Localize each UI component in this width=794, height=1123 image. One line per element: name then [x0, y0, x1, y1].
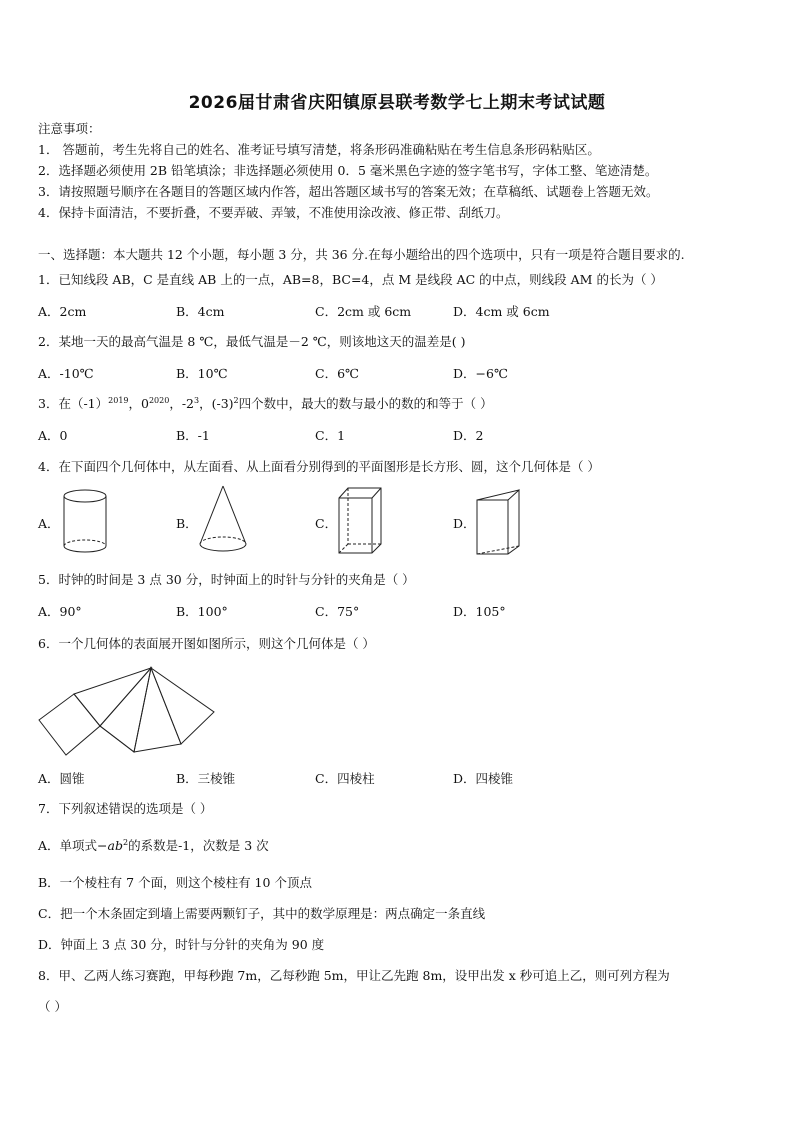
q5-option-b: B．100° — [176, 604, 228, 619]
q6-option-d: D．四棱锥 — [453, 771, 514, 786]
exam-title: 2026届甘肃省庆阳镇原县联考数学七上期末考试试题 — [188, 93, 606, 113]
q7-option-c: C．把一个木条固定到墙上需要两颗钉子，其中的数学原理是：两点确定一条直线 — [38, 906, 486, 921]
q3-stem-part-3: ，-2 — [169, 396, 194, 411]
question-8-stem: 8．甲、乙两人练习赛跑，甲每秒跑 7m，乙每秒跑 5m，甲让乙先跑 8m，设甲出发 x 秒可追上乙，则可列方程为 — [38, 968, 670, 983]
q3-stem-part-2: ，0 — [128, 396, 149, 411]
q7-option-a-prefix: A．单项式 — [38, 838, 98, 853]
notice-heading: 注意事项： — [38, 121, 101, 136]
q2-option-d: D．−6℃ — [453, 366, 508, 381]
q1-option-d: D．4cm 或 6cm — [453, 304, 550, 319]
q1-option-c: C．2cm 或 6cm — [315, 304, 412, 319]
notice-item-1: 1． 答题前，考生先将自己的姓名、准考证号填写清楚，将条形码准确粘贴在考生信息条形码粘贴区。 — [38, 142, 600, 157]
q3-option-b: B．-1 — [176, 428, 210, 443]
question-7-stem: 7．下列叙述错误的选项是（ ） — [38, 801, 213, 816]
q3-exponent-1: 2019 — [108, 396, 129, 405]
q6-option-c: C．四棱柱 — [315, 771, 375, 786]
cone-figure — [196, 484, 250, 558]
q3-exponent-4: 2 — [233, 396, 239, 405]
question-2-stem: 2．某地一天的最高气温是 8 ℃，最低气温是－2 ℃，则该地这天的温差是( ) — [38, 334, 466, 349]
q7-option-a — [38, 838, 269, 854]
q3-option-d: D．2 — [453, 428, 484, 443]
notice-item-2: 2．选择题必须使用 2B 铅笔填涂；非选择题必须使用 0．5 毫米黑色字迹的签字笔书写，字体工整、笔迹清楚。 — [38, 163, 658, 178]
q7-option-a-suffix: 的系数是-1，次数是 3 次 — [128, 838, 269, 853]
q1-option-b: B．4cm — [176, 304, 225, 319]
q3-stem-part-1: 3．在（-1） — [38, 396, 109, 411]
q2-option-a: A．-10℃ — [38, 366, 94, 381]
question-4-stem: 4．在下面四个几何体中，从左面看、从上面看分别得到的平面图形是长方形、圆，这个几何体是（ ） — [38, 459, 600, 474]
question-3-stem — [38, 396, 493, 412]
q3-exponent-2: 2020 — [148, 396, 170, 405]
question-5-stem: 5．时钟的时间是 3 点 30 分，时钟面上的时针与分针的夹角是（ ） — [38, 572, 415, 587]
q4-option-a: A． — [38, 516, 60, 531]
q7-option-d: D．钟面上 3 点 30 分，时针与分针的夹角为 90 度 — [38, 937, 325, 952]
section-heading: 一、选择题：本大题共 12 个小题，每小题 3 分，共 36 分.在每小题给出的四个选项中，只有一项是符合题目要求的. — [38, 247, 685, 262]
q3-stem-part-5: 四个数中，最大的数与最小的数的和等于（ ） — [238, 396, 493, 411]
q4-option-d: D． — [453, 516, 476, 531]
rectangular-prism-figure — [336, 486, 386, 558]
q5-option-c: C．75° — [315, 604, 360, 619]
q4-option-b: B． — [176, 516, 198, 531]
cylinder-figure — [60, 488, 110, 554]
q2-option-b: B．10℃ — [176, 366, 228, 381]
q7-monomial-exponent: 2 — [122, 838, 129, 847]
q6-option-a: A．圆锥 — [38, 771, 85, 786]
question-1-stem: 1．已知线段 AB，C 是直线 AB 上的一点，AB=8，BC=4，点 M 是线段 AC 的中点，则线段 AM 的长为（ ） — [38, 272, 663, 287]
q7-monomial: −ab — [97, 838, 123, 853]
q8-answer-blank: （ ） — [38, 999, 67, 1014]
notice-item-4: 4．保持卡面清洁，不要折叠，不要弄破、弄皱，不准使用涂改液、修正带、刮纸刀。 — [38, 205, 509, 220]
q7-option-b: B．一个棱柱有 7 个面，则这个棱柱有 10 个顶点 — [38, 875, 312, 890]
notice-item-3: 3．请按照题号顺序在各题目的答题区域内作答，超出答题区域书写的答案无效；在草稿纸、试题卷上答题无效。 — [38, 184, 659, 199]
q3-option-a: A．0 — [38, 428, 68, 443]
triangular-prism-figure — [474, 486, 526, 558]
q3-exponent-3: 3 — [194, 396, 200, 405]
q1-option-a: A．2cm — [38, 304, 87, 319]
q2-option-c: C．6℃ — [315, 366, 360, 381]
q4-option-c: C． — [315, 516, 338, 531]
q5-option-d: D．105° — [453, 604, 506, 619]
q3-stem-part-4: ，(-3) — [199, 396, 234, 411]
q6-option-b: B．三棱锥 — [176, 771, 236, 786]
question-6-stem: 6．一个几何体的表面展开图如图所示，则这个几何体是（ ） — [38, 636, 375, 651]
q5-option-a: A．90° — [38, 604, 82, 619]
pyramid-net-figure — [36, 664, 218, 758]
q3-option-c: C．1 — [315, 428, 346, 443]
